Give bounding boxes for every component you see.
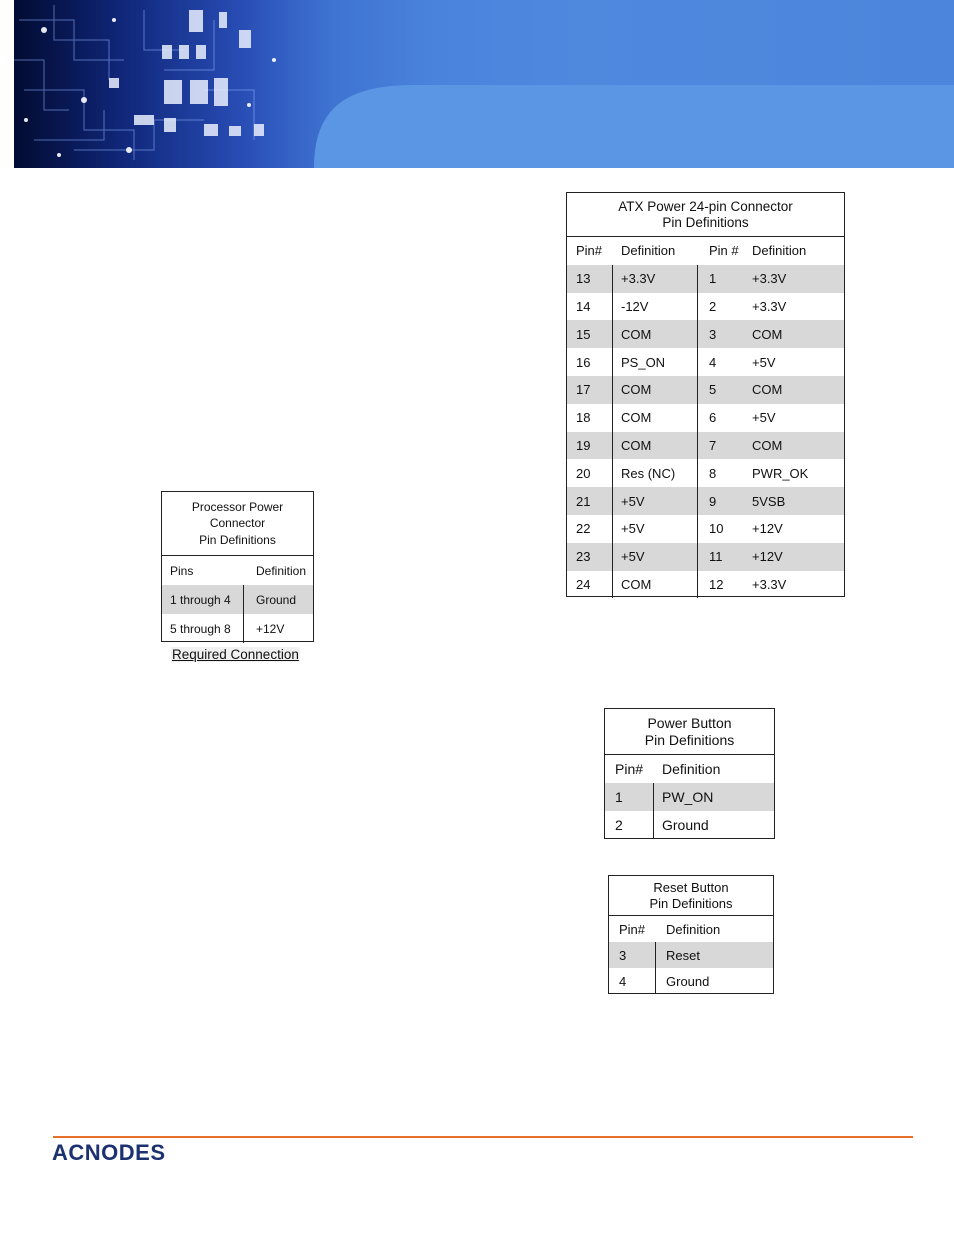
- definition-cell: COM: [613, 432, 698, 460]
- definition-cell: COM: [752, 326, 783, 342]
- table-title: [605, 709, 774, 755]
- column-header: Definition: [256, 563, 307, 578]
- table-row: [609, 968, 773, 994]
- pin-cell: 17: [567, 376, 613, 404]
- definition-cell: +3.3V: [752, 576, 787, 592]
- pin-cell: 9: [709, 493, 717, 509]
- table-title: [567, 193, 844, 237]
- pin-cell: 1: [605, 783, 654, 811]
- circuit-board-image: [14, 0, 954, 168]
- pin-cell: 1: [709, 271, 717, 287]
- column-header: Definition: [621, 243, 676, 259]
- definition-cell: Reset: [666, 947, 700, 963]
- definition-cell: PWR_OK: [752, 465, 809, 481]
- reset-button-pin-table: [608, 875, 774, 994]
- title-line: Pin Definitions: [662, 214, 749, 230]
- table-title: [609, 876, 773, 916]
- column-header: Definition: [662, 761, 721, 777]
- footer-rule: [53, 1136, 913, 1138]
- pin-cell: 15: [567, 320, 613, 348]
- pin-cell: 2: [709, 298, 717, 314]
- table-row: [567, 265, 844, 293]
- definition-cell: COM: [613, 571, 698, 599]
- table-title: [162, 492, 313, 556]
- pin-cell: 8: [709, 465, 717, 481]
- title-line: Reset Button: [653, 880, 729, 895]
- pin-cell: 18: [567, 404, 613, 432]
- definition-cell: +5V: [613, 543, 698, 571]
- column-header: Pin#: [619, 921, 646, 937]
- table-row: [567, 320, 844, 348]
- column-header: Definition: [666, 921, 721, 937]
- pins-cell: 5 through 8: [162, 614, 244, 643]
- table-header-row: [162, 556, 313, 585]
- definition-cell: Ground: [666, 973, 710, 989]
- table-row: [567, 376, 844, 404]
- title-line: Power Button: [647, 714, 732, 731]
- column-header: Definition: [752, 243, 807, 259]
- definition-cell: COM: [613, 404, 698, 432]
- table-row: [567, 293, 844, 321]
- pin-cell: 7: [709, 437, 717, 453]
- table-header-row: [609, 916, 773, 942]
- definition-cell: +5V: [752, 354, 776, 370]
- pin-cell: 14: [567, 293, 613, 321]
- table-row: [605, 783, 774, 811]
- title-line: Pin Definitions: [199, 532, 276, 547]
- pins-cell: 1 through 4: [162, 585, 244, 614]
- table-row: [162, 585, 313, 614]
- definition-cell: +3.3V: [613, 265, 698, 293]
- definition-cell: +3.3V: [752, 271, 787, 287]
- title-line: ATX Power 24-pin Connector: [618, 198, 793, 214]
- table-header-row: [567, 237, 844, 265]
- pin-cell: 22: [567, 515, 613, 543]
- pin-cell: 19: [567, 432, 613, 460]
- title-line: Pin Definitions: [644, 731, 735, 748]
- definition-cell: +5V: [752, 410, 776, 426]
- definition-cell: 5VSB: [752, 493, 786, 509]
- acnodes-logo: ACNODES: [52, 1140, 166, 1165]
- table-row: [609, 942, 773, 968]
- definition-cell: +5V: [613, 515, 698, 543]
- column-header: Pin#: [615, 761, 644, 777]
- definition-cell: +12V: [256, 621, 285, 636]
- header-banner: [14, 0, 954, 168]
- pin-cell: 4: [609, 968, 656, 994]
- title-line: Connector: [209, 516, 266, 531]
- definition-cell: Ground: [256, 592, 297, 607]
- definition-cell: PW_ON: [662, 789, 714, 805]
- table-row: [567, 432, 844, 460]
- definition-cell: Res (NC): [613, 459, 698, 487]
- table-row: [567, 404, 844, 432]
- table-row: [567, 348, 844, 376]
- definition-cell: +12V: [752, 549, 783, 565]
- definition-cell: Ground: [662, 817, 709, 833]
- definition-cell: COM: [613, 376, 698, 404]
- power-button-pin-table: [604, 708, 775, 839]
- pin-cell: 12: [709, 576, 724, 592]
- column-header: Pin#: [576, 243, 603, 259]
- pin-cell: 4: [709, 354, 717, 370]
- column-header: Pin #: [709, 243, 739, 259]
- pin-cell: 20: [567, 459, 613, 487]
- table-row: [567, 487, 844, 515]
- definition-cell: +12V: [752, 521, 783, 537]
- table-row: [567, 515, 844, 543]
- definition-cell: +5V: [613, 487, 698, 515]
- pin-cell: 3: [609, 942, 656, 968]
- title-line: Pin Definitions: [649, 895, 733, 911]
- table-row: [567, 543, 844, 571]
- column-header: Pins: [170, 563, 194, 578]
- required-connection-note: Required Connection: [172, 647, 299, 662]
- definition-cell: +3.3V: [752, 298, 787, 314]
- title-line: Processor Power: [191, 499, 284, 514]
- table-row: [567, 571, 844, 599]
- definition-cell: -12V: [613, 293, 698, 321]
- table-header-row: [605, 755, 774, 783]
- definition-cell: COM: [613, 320, 698, 348]
- pin-cell: 10: [709, 521, 724, 537]
- table-row: [605, 811, 774, 839]
- definition-cell: PS_ON: [613, 348, 698, 376]
- pin-cell: 2: [605, 811, 654, 839]
- definition-cell: COM: [752, 382, 783, 398]
- table-row: [567, 459, 844, 487]
- pin-cell: 21: [567, 487, 613, 515]
- pin-cell: 23: [567, 543, 613, 571]
- table-body: [567, 265, 844, 599]
- pin-cell: 24: [567, 571, 613, 599]
- pin-cell: 3: [709, 326, 717, 342]
- pin-cell: 16: [567, 348, 613, 376]
- pin-cell: 6: [709, 410, 717, 426]
- definition-cell: COM: [752, 437, 783, 453]
- processor-power-pin-table: [161, 491, 314, 642]
- pin-cell: 11: [709, 549, 723, 565]
- pin-cell: 13: [567, 265, 613, 293]
- pin-cell: 5: [709, 382, 717, 398]
- atx-power-pin-table: [566, 192, 845, 597]
- table-row: [162, 614, 313, 643]
